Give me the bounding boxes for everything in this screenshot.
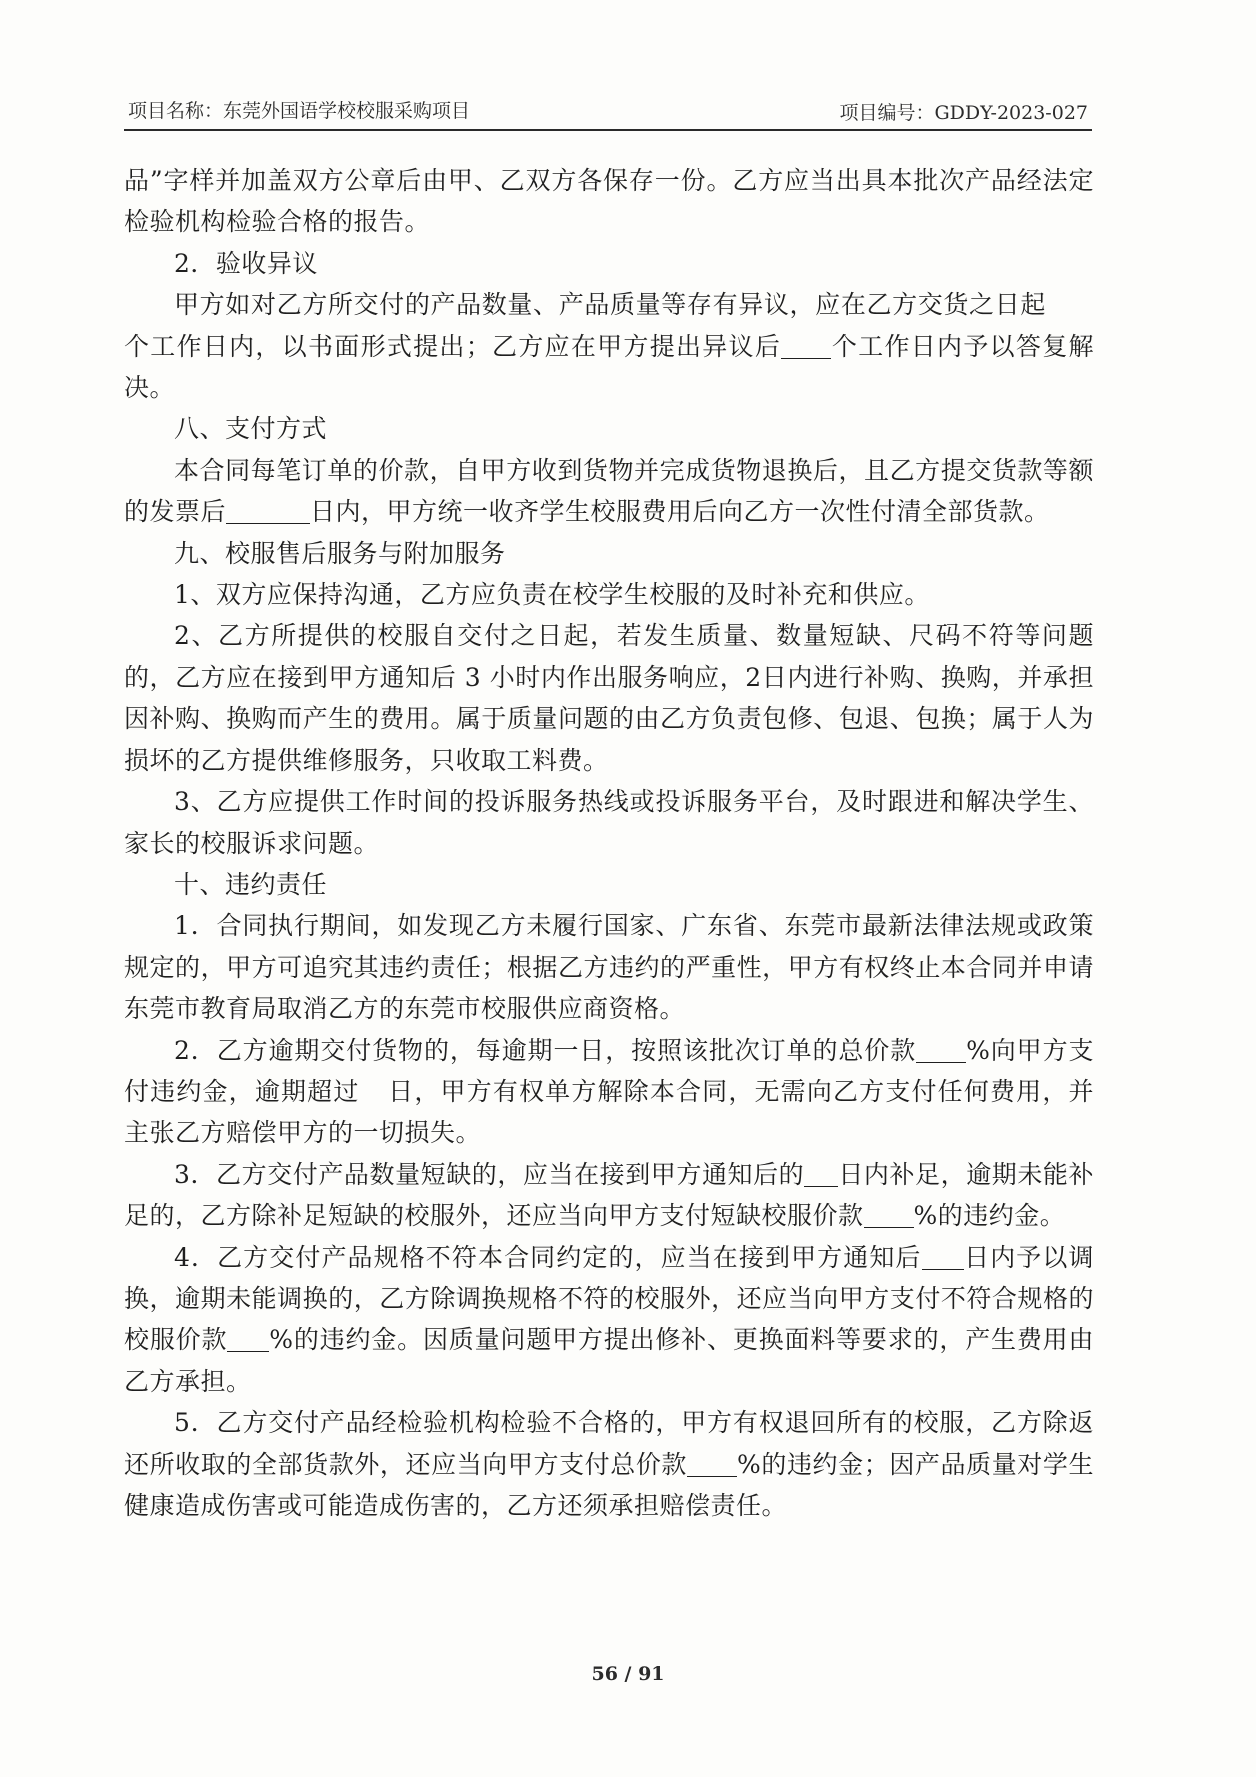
clause-9-1: 1、双方应保持沟通，乙方应负责在校学生校服的及时补充和供应。 xyxy=(174,580,930,610)
clause-10-1: 1．合同执行期间，如发现乙方未履行国家、广东省、东莞市最新法律法规或政策规定的，甲方可追究其违约责任；根据乙方违约的严重性，甲方有权终止本合同并申请东莞市教育局取消乙方的东莞市校服供应商资格。 xyxy=(124,911,1094,1024)
clause-10-5-text-2: %的违约金；因产品质量对学生健康造成伤害或可能造成伤害的，乙方还须承担赔偿责任。 xyxy=(124,1449,1094,1520)
clause-9-3: 3、乙方应提供工作时间的投诉服务热线或投诉服务平台，及时跟进和解决学生、家长的校服诉求问题。 xyxy=(124,787,1094,858)
blank-penalty-percent xyxy=(916,1037,966,1063)
objection-text-3: 个工作日内予以答复解决。 xyxy=(124,331,1094,403)
project-name: 项目名称：东莞外国语学校校服采购项目 xyxy=(128,100,471,122)
paragraph-acceptance-report: 品”字样并加盖双方公章后由甲、乙双方各保存一份。乙方应当出具本批次产品经法定检验机构检验合格的报告。 xyxy=(124,166,1094,237)
clause-10-4-text-1: 4．乙方交付产品规格不符本合同约定的，应当在接到甲方通知后 xyxy=(174,1242,922,1272)
payment-text-1: 本合同每笔订单的价款，自甲方收到货物并完成货物退换后，且乙方提交货款等额的发票后 xyxy=(124,455,1094,527)
clause-10-3 xyxy=(124,1154,1094,1237)
clause-10-5 xyxy=(124,1402,1094,1526)
blank-quality-percent xyxy=(687,1451,737,1477)
clause-10-4-text-2: 日内予以调换，逾期未能调换的，乙方除调换规格不符的校服外，还应当向甲方支付不符合规格的校服价款 xyxy=(124,1242,1094,1355)
payment-text-2: 日内，甲方统一收齐学生校服费用后向乙方一次性付清全部货款。 xyxy=(310,497,1050,527)
clause-10-2-text-1: 2．乙方逾期交付货物的，每逾期一日，按照该批次订单的总价款 xyxy=(174,1035,917,1065)
heading-liability: 十、违约责任 xyxy=(174,869,328,899)
clause-10-3-text-2: 日内补足，逾期未能补足的，乙方除补足短缺的校服外，还应当向甲方支付短缺校服价款 xyxy=(124,1159,1094,1231)
objection-text-1: 甲方如对乙方所交付的产品数量、产品质量等存有异议，应在乙方交货之日起 xyxy=(174,290,1046,320)
project-number: 项目编号：GDDY-2023-027 xyxy=(839,102,1088,124)
clause-10-3-text-3: %的违约金。 xyxy=(913,1201,1066,1231)
heading-after-sales: 九、校服售后服务与附加服务 xyxy=(174,538,506,568)
clause-9-2: 2、乙方所提供的校服自交付之日起，若发生质量、数量短缺、尺码不符等问题的，乙方应在接到甲方通知后 3 小时内作出服务响应，2日内进行补购、换购，并承担因补购、换购而产生的费用。属于质量问题的由乙方负责包修、包退、包换；属于人为损坏的乙方提供维修服务，只收取工料费。 xyxy=(124,621,1094,775)
blank-shortage-days xyxy=(804,1161,838,1187)
paragraph-objection xyxy=(124,284,1094,408)
clause-10-2-text-3: 日，甲方有权单方解除本合同，无需向乙方支付任何费用，并主张乙方赔偿甲方的一切损失。 xyxy=(124,1076,1094,1148)
heading-acceptance-objection: 2．验收异议 xyxy=(174,248,318,278)
clause-10-3-text-1: 3．乙方交付产品数量短缺的，应当在接到甲方通知后的 xyxy=(174,1159,805,1189)
blank-reply-days xyxy=(781,333,831,359)
paragraph-payment xyxy=(124,450,1094,533)
contract-body xyxy=(124,160,1094,1526)
clause-10-5-text-1: 5．乙方交付产品经检验机构检验不合格的，甲方有权退回所有的校服，乙方除返还所收取的全部货款外，还应当向甲方支付总价款 xyxy=(124,1408,1094,1479)
clause-10-4 xyxy=(124,1237,1094,1403)
clause-10-4-text-3: %的违约金。因质量问题甲方提出修补、更换面料等要求的，产生费用由乙方承担。 xyxy=(124,1325,1094,1396)
objection-text-2: 个工作日内，以书面形式提出；乙方应在甲方提出异议后 xyxy=(124,331,782,361)
clause-10-2 xyxy=(124,1030,1094,1154)
heading-payment-method: 八、支付方式 xyxy=(174,414,328,444)
blank-spec-percent xyxy=(227,1326,269,1352)
blank-shortage-percent xyxy=(864,1202,914,1228)
page-number: 56 / 91 xyxy=(591,1663,665,1685)
blank-exchange-days xyxy=(922,1244,964,1270)
blank-payment-days xyxy=(226,498,310,524)
clause-10-2-text-2: %向甲方支付违约金，逾期超过 xyxy=(124,1035,1094,1106)
page-header xyxy=(124,93,1092,131)
